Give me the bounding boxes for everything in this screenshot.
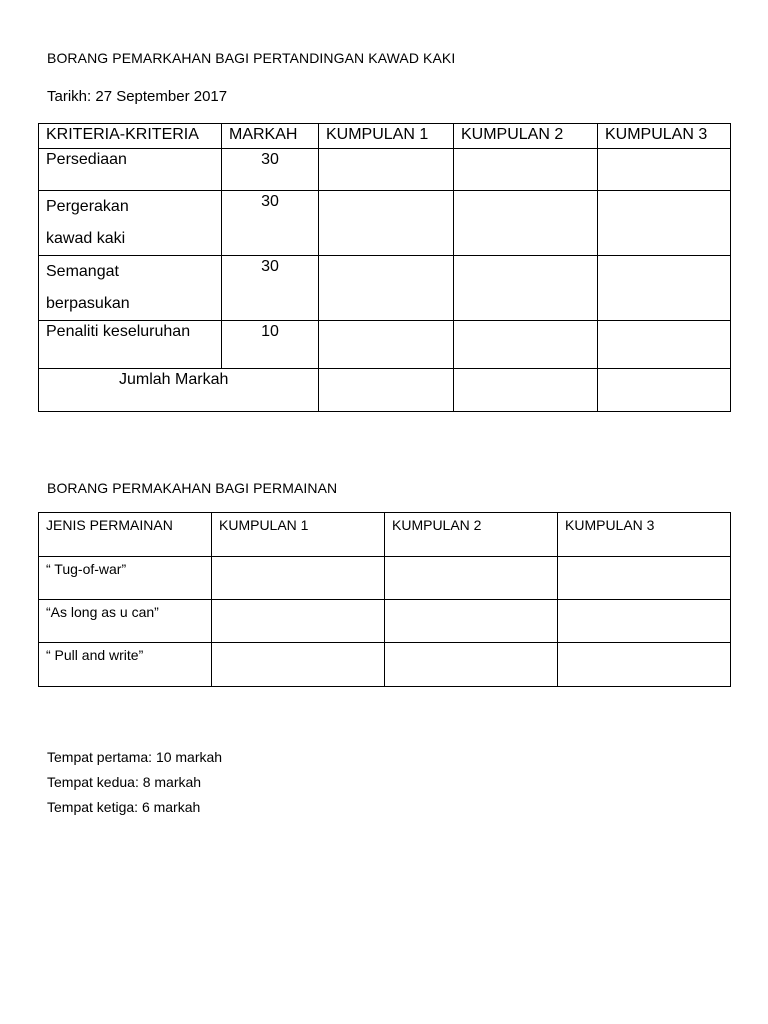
score-cell-group-2 [454,191,598,256]
table-header-row [39,124,731,149]
score-cell-group-3 [558,600,731,643]
criteria-line-2: kawad kaki [46,230,126,247]
criteria-line-1: Pergerakan [46,198,129,215]
score-cell-group-2 [385,600,558,643]
score-cell-group-3 [598,321,731,369]
score-cell-group-1 [319,191,454,256]
header-game-type: JENIS PERMAINAN [39,513,212,557]
note-third-place: Tempat ketiga: 6 markah [47,799,201,815]
score-cell-group-1 [319,321,454,369]
score-cell-group-1 [319,149,454,191]
header-group-1: KUMPULAN 1 [212,513,385,557]
criteria-cell: Persediaan [39,149,222,191]
marks-cell: 10 [222,321,319,369]
score-cell-group-2 [385,643,558,687]
criteria-line-2: berpasukan [46,295,130,312]
table-row [39,256,731,321]
form1-date: Tarikh: 27 September 2017 [47,88,228,105]
score-cell-group-3 [558,557,731,600]
game-name-cell: “As long as u can” [39,600,212,643]
header-group-3: KUMPULAN 3 [598,124,731,149]
marks-cell: 30 [222,191,319,256]
placement-marks-notes [47,745,222,820]
total-cell-group-1 [319,369,454,412]
score-cell-group-3 [598,149,731,191]
header-group-2: KUMPULAN 2 [385,513,558,557]
score-cell-group-3 [598,191,731,256]
table-row [39,557,731,600]
note-second-place: Tempat kedua: 8 markah [47,774,202,790]
table-row [39,321,731,369]
header-group-1: KUMPULAN 1 [319,124,454,149]
score-cell-group-1 [319,256,454,321]
header-criteria: KRITERIA-KRITERIA [39,124,222,149]
header-group-2: KUMPULAN 2 [454,124,598,149]
score-cell-group-3 [598,256,731,321]
game-name-cell: “ Tug-of-war” [39,557,212,600]
game-name-cell: “ Pull and write” [39,643,212,687]
criteria-cell [39,256,222,321]
table-row [39,643,731,687]
score-cell-group-2 [454,149,598,191]
total-cell-group-2 [454,369,598,412]
score-cell-group-3 [558,643,731,687]
criteria-line-1: Semangat [46,263,119,280]
kawad-kaki-score-table [38,123,731,412]
total-cell-group-3 [598,369,731,412]
score-cell-group-1 [212,643,385,687]
score-cell-group-1 [212,600,385,643]
score-cell-group-1 [212,557,385,600]
note-first-place: Tempat pertama: 10 markah [47,749,223,765]
criteria-cell: Penaliti keseluruhan [39,321,222,369]
games-score-table [38,512,731,687]
score-cell-group-2 [454,256,598,321]
marks-cell: 30 [222,149,319,191]
table-header-row [39,513,731,557]
total-row [39,369,731,412]
score-cell-group-2 [454,321,598,369]
score-cell-group-2 [385,557,558,600]
criteria-cell [39,191,222,256]
table-row [39,600,731,643]
table-row [39,191,731,256]
table-row [39,149,731,191]
total-label: Jumlah Markah [39,369,319,412]
form2-title: BORANG PERMAKAHAN BAGI PERMAINAN [47,480,338,496]
header-group-3: KUMPULAN 3 [558,513,731,557]
form1-title: BORANG PEMARKAHAN BAGI PERTANDINGAN KAWAD KAKI [47,50,456,66]
header-marks: MARKAH [222,124,319,149]
marks-cell: 30 [222,256,319,321]
